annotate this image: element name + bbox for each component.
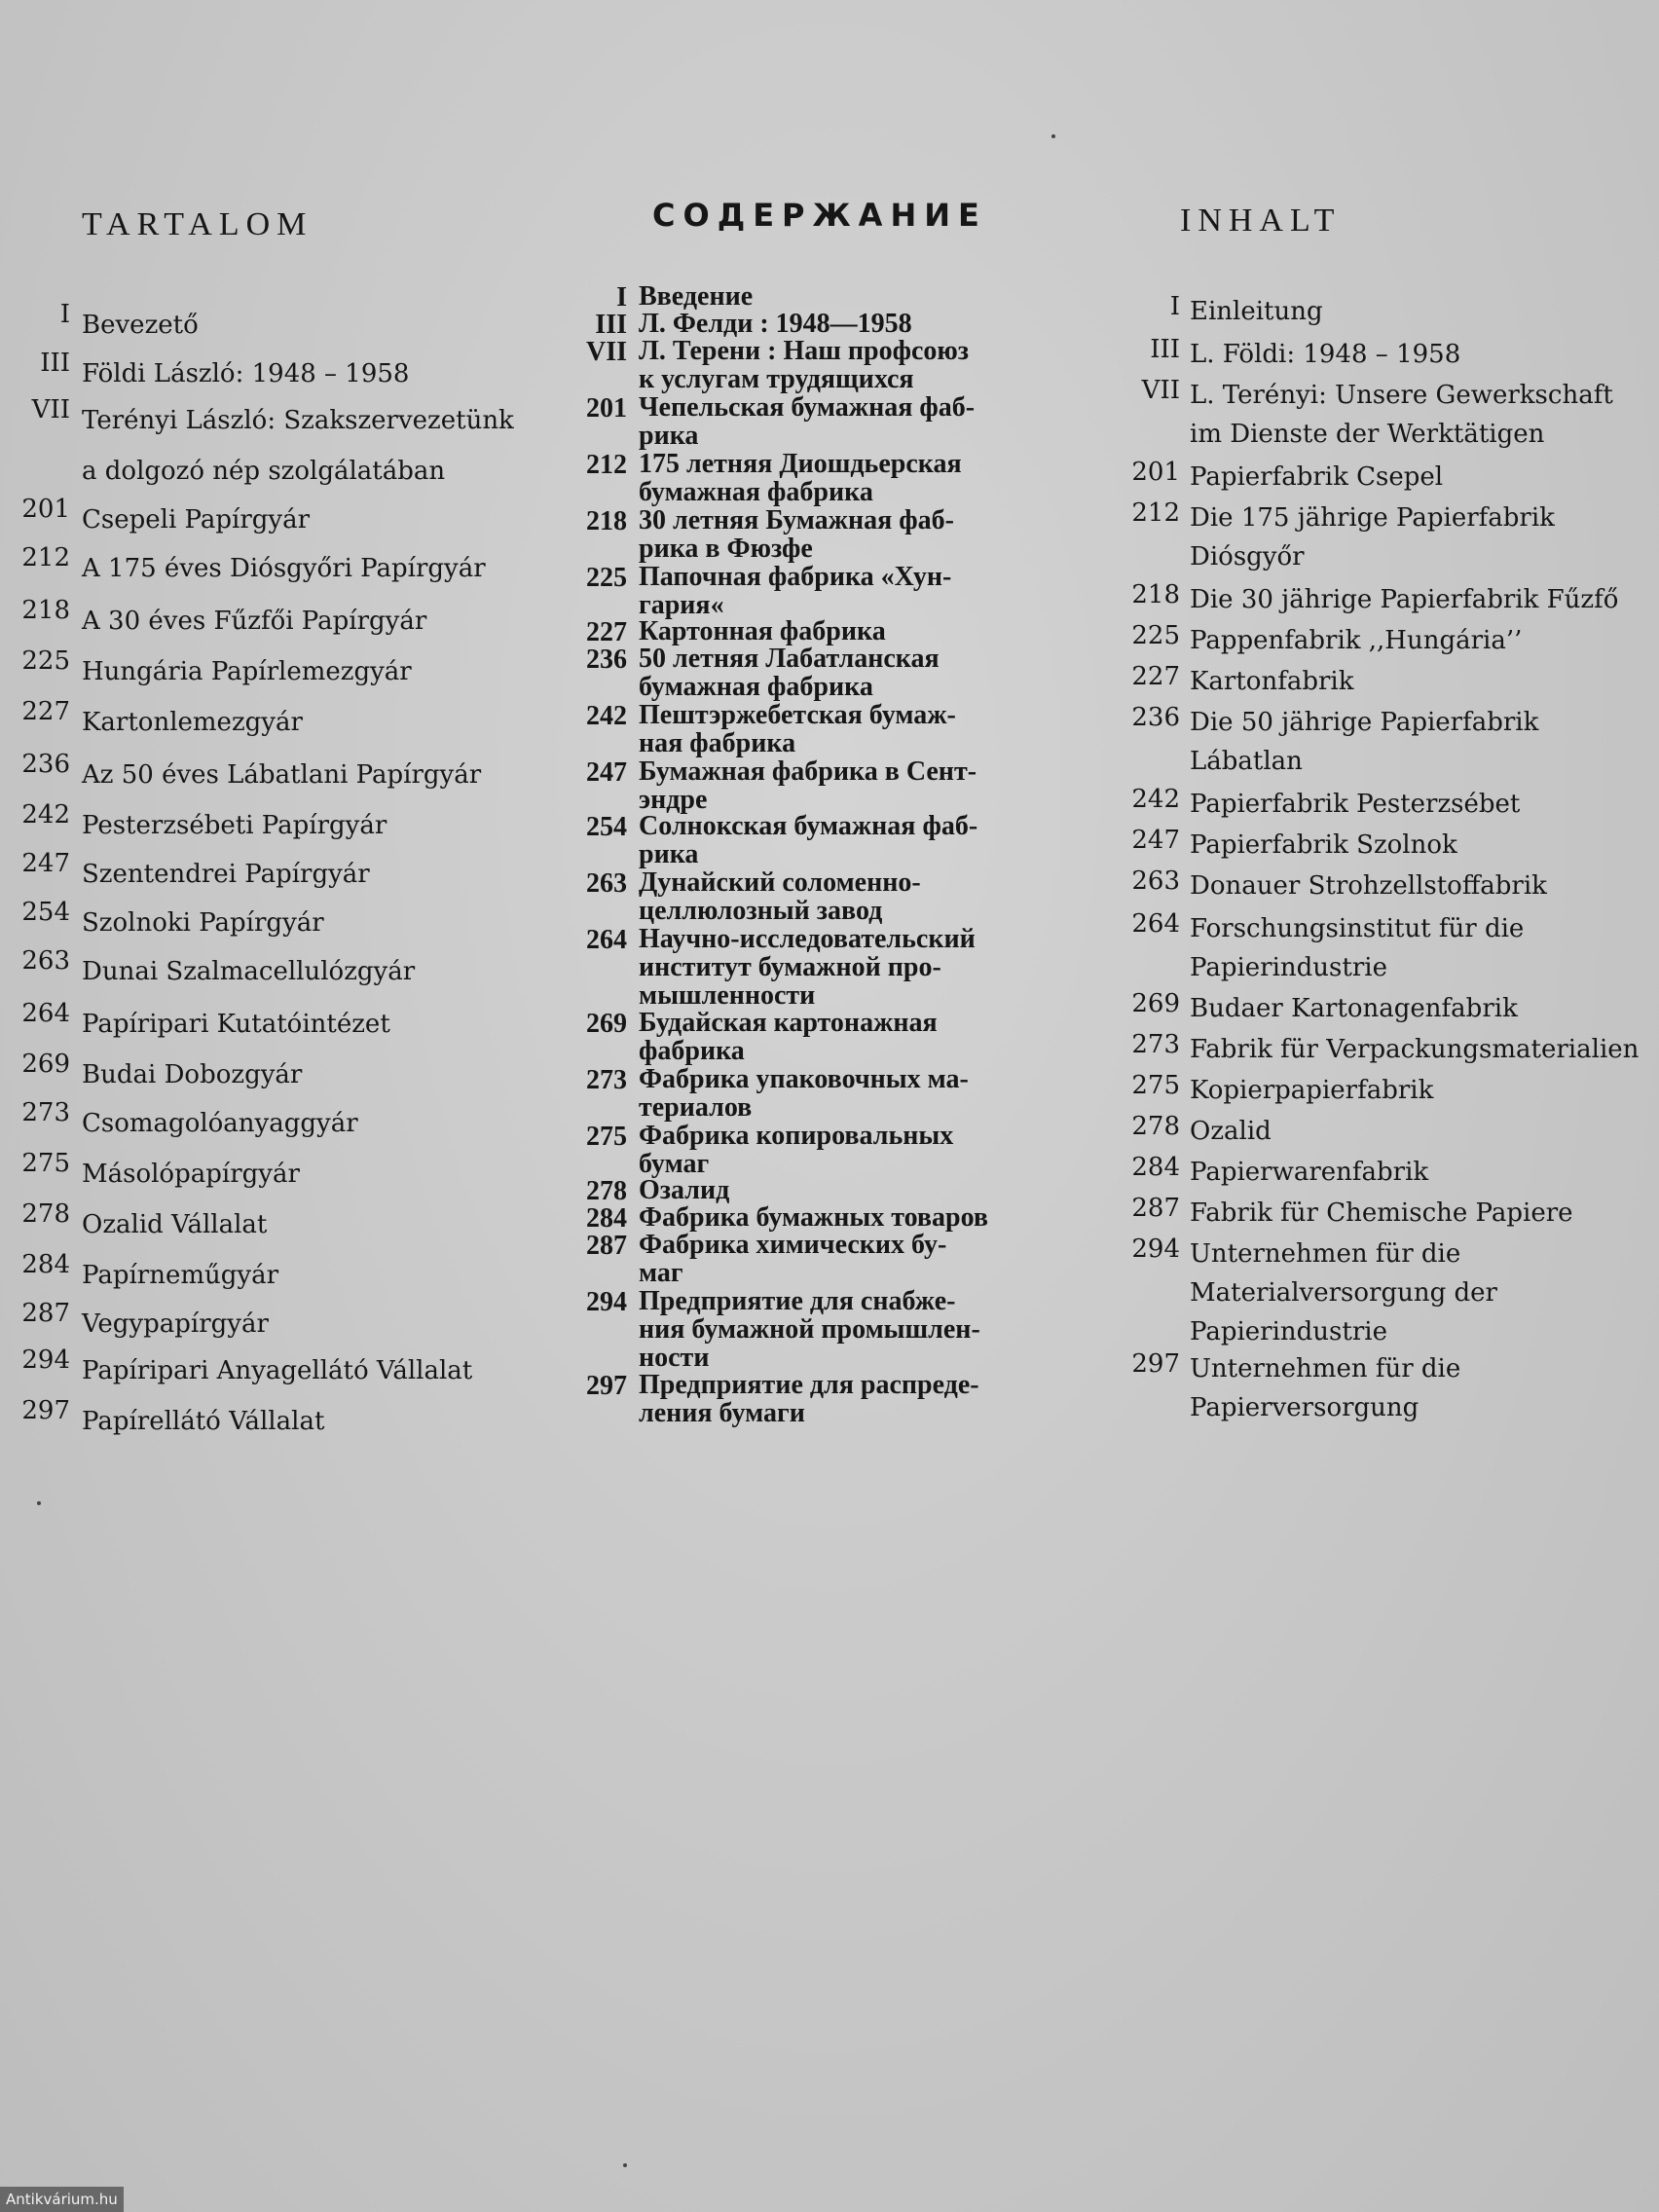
page-number: 263 (586, 868, 627, 899)
entry-title-line: маг (639, 1258, 683, 1288)
page-number: 254 (586, 812, 627, 842)
entry-title-line: Budai Dobozgyár (82, 1060, 303, 1089)
entry-title-line: Papierindustrie (1190, 1317, 1387, 1346)
page-number: 225 (586, 563, 627, 593)
entry-title (639, 393, 975, 450)
entry-title-line: Forschungsinstitut für die (1190, 914, 1525, 943)
entry-title-line: Unternehmen für die (1190, 1239, 1461, 1269)
entry-title-line: ления бумаги (639, 1398, 805, 1428)
page-number: 254 (21, 898, 70, 927)
entry-title (1190, 826, 1457, 865)
russian-contents-title: СОДЕРЖАНИЕ (652, 197, 987, 234)
entry-title-line: Dunai Szalmacellulózgyár (82, 957, 416, 986)
entry-title (82, 800, 387, 851)
page-number: I (59, 300, 70, 329)
entry-title (639, 1009, 938, 1065)
entry-title (639, 812, 977, 868)
entry-title-line: Научно-исследовательский (639, 924, 976, 954)
entry-title-line: Papierfabrik Csepel (1190, 462, 1444, 492)
entry-title (1190, 1112, 1272, 1151)
page-number: 225 (1131, 621, 1180, 650)
entry-title (82, 543, 486, 594)
entry-title-line: 30 летняя Бумажная фаб- (639, 505, 954, 535)
entry-title-line: Предприятие для снабже- (639, 1286, 956, 1316)
entry-title-line: Фабрика химических бу- (639, 1230, 947, 1260)
entry-title-line: Pappenfabrik ,,Hungária’’ (1190, 626, 1523, 655)
entry-title-line: Fabrik für Chemische Papiere (1190, 1198, 1573, 1228)
entry-title (82, 1098, 358, 1149)
page-number: 236 (1131, 703, 1180, 732)
entry-title-line: Terényi László: Szakszervezetünk (82, 406, 514, 435)
page-number: 297 (21, 1396, 70, 1425)
entry-title-line: 50 летняя Лабатланская (639, 644, 940, 674)
entry-title-line: Предприятие для распреде- (639, 1370, 979, 1400)
entry-title-line: Csepeli Papírgyár (82, 505, 311, 535)
entry-title (82, 596, 426, 646)
entry-title-line: Papírellátó Vállalat (82, 1407, 325, 1436)
entry-title-line: L. Terényi: Unsere Gewerkschaft (1190, 381, 1613, 410)
entry-title-line: Diósgyőr (1190, 542, 1305, 571)
entry-title-line: Hungária Papírlemezgyár (82, 657, 412, 686)
entry-title (82, 395, 514, 497)
entry-title (82, 1149, 300, 1199)
entry-title (639, 1065, 969, 1122)
entry-title-line: Бумажная фабрика в Сент- (639, 756, 977, 787)
page-number: 269 (586, 1009, 627, 1039)
entry-title-line: Szolnoki Papírgyár (82, 908, 324, 938)
page-number: 264 (586, 925, 627, 955)
entry-title-line: мышленности (639, 980, 816, 1011)
page-number: 273 (21, 1098, 70, 1127)
entry-title-line: институт бумажной про- (639, 952, 941, 982)
entry-title (1190, 498, 1555, 576)
entry-title-line: Bevezető (82, 311, 199, 340)
page-number: 218 (21, 596, 70, 625)
entry-title (82, 1299, 269, 1349)
entry-title-line: ности (639, 1343, 710, 1373)
entry-title (1190, 335, 1460, 374)
page-number: 201 (586, 393, 627, 424)
page-number: 269 (1131, 989, 1180, 1018)
entry-title-line: Papierfabrik Szolnok (1190, 830, 1457, 860)
page-number: 273 (586, 1065, 627, 1095)
page-number: 247 (21, 849, 70, 878)
page-number: 242 (1131, 785, 1180, 814)
page-number: 278 (1131, 1112, 1180, 1141)
page-number: VII (31, 395, 70, 424)
entry-title-line: гария« (639, 590, 724, 620)
german-contents-title: INHALT (1180, 203, 1342, 239)
entry-title-line: L. Földi: 1948 – 1958 (1190, 340, 1461, 369)
entry-title (639, 337, 969, 393)
entry-title-line: Л. Фелди : 1948—1958 (639, 309, 912, 339)
entry-title-line: териалов (639, 1092, 753, 1123)
entry-title-line: Papierversorgung (1190, 1393, 1419, 1422)
entry-title-line: Vegypapírgyár (82, 1309, 269, 1339)
entry-title (82, 750, 481, 800)
entry-title-line: Картонная фабрика (639, 616, 886, 646)
page-number: 225 (21, 646, 70, 676)
page-number: 201 (1131, 458, 1180, 487)
page-number: 284 (21, 1250, 70, 1279)
page-number: III (40, 349, 70, 378)
entry-title (1190, 909, 1524, 987)
entry-title-line: Földi László: 1948 – 1958 (82, 359, 410, 388)
print-speck (623, 2163, 627, 2167)
entry-title-line: Pesterzsébeti Papírgyár (82, 811, 387, 840)
page-number: III (1150, 335, 1180, 364)
page-number: 212 (21, 543, 70, 572)
entry-title (1190, 458, 1443, 497)
page-number: 297 (1131, 1349, 1180, 1379)
entry-title (82, 300, 199, 350)
entry-title (82, 946, 415, 997)
entry-title-line: Papierindustrie (1190, 953, 1387, 982)
entry-title (639, 1122, 953, 1178)
entry-title-line: Фабрика упаковочных ма- (639, 1064, 969, 1094)
entry-title (639, 925, 976, 1010)
entry-title-line: бумажная фабрика (639, 672, 873, 702)
page-number: I (616, 282, 627, 313)
entry-title (1190, 1071, 1433, 1110)
page-number: 287 (1131, 1194, 1180, 1223)
page-number: 275 (21, 1149, 70, 1178)
entry-title-line: бумажная фабрика (639, 477, 873, 507)
entry-title-line: Az 50 éves Lábatlani Papírgyár (82, 760, 482, 790)
entry-title-line: Kartonfabrik (1190, 667, 1354, 696)
entry-title-line: Szentendrei Papírgyár (82, 860, 370, 889)
page-number: VII (1141, 376, 1180, 405)
page-number: 275 (1131, 1071, 1180, 1100)
entry-title-line: Unternehmen für die (1190, 1354, 1461, 1383)
entry-title-line: Дунайский соломенно- (639, 867, 921, 898)
entry-title (639, 868, 921, 925)
entry-title (639, 1203, 988, 1232)
entry-title-line: Papierfabrik Pesterzsébet (1190, 790, 1521, 819)
entry-title-line: Чепельская бумажная фаб- (639, 392, 976, 423)
page-number: 278 (21, 1199, 70, 1229)
entry-title-line: рика (639, 839, 699, 869)
page-number: 242 (21, 800, 70, 830)
page-number: 269 (21, 1050, 70, 1079)
page-number: 263 (1131, 866, 1180, 896)
entry-title (1190, 292, 1323, 331)
page-number: 212 (586, 450, 627, 480)
entry-title (639, 563, 951, 619)
entry-title-line: Papierwarenfabrik (1190, 1158, 1429, 1187)
entry-title (82, 1346, 472, 1396)
entry-title (639, 506, 954, 563)
entry-title (82, 999, 390, 1050)
page-number: 284 (586, 1203, 627, 1234)
entry-title-line: бумаг (639, 1149, 710, 1179)
entry-title-line: Введение (639, 281, 754, 312)
page-number: 247 (586, 757, 627, 788)
entry-title-line: Фабрика бумажных товаров (639, 1202, 989, 1233)
page-number: 218 (586, 506, 627, 536)
entry-title (82, 495, 310, 545)
print-speck (37, 1501, 41, 1505)
entry-title-line: Пештэржебетская бумаж- (639, 700, 956, 730)
entry-title-line: Die 175 jährige Papierfabrik (1190, 503, 1555, 533)
entry-title-line: Papírneműgyár (82, 1261, 279, 1290)
entry-title (1190, 1235, 1497, 1351)
entry-title (639, 757, 977, 814)
page-number: 297 (586, 1371, 627, 1401)
page-number: 227 (21, 697, 70, 726)
entry-title-line: рика в Фюзфе (639, 534, 813, 564)
page-number: 236 (586, 645, 627, 675)
entry-title (639, 450, 962, 506)
entry-title-line: Ozalid (1190, 1117, 1272, 1146)
entry-title (1190, 989, 1518, 1028)
page-number: 227 (1131, 662, 1180, 691)
entry-title-line: Lábatlan (1190, 747, 1303, 776)
entry-title-line: A 30 éves Fűzfői Papírgyár (82, 607, 427, 636)
page-number: 263 (21, 946, 70, 976)
entry-title-line: к услугам трудящихся (639, 364, 914, 394)
page-number: 218 (1131, 580, 1180, 609)
entry-title (82, 898, 324, 948)
entry-title (1190, 703, 1538, 781)
entry-title (1190, 1349, 1460, 1427)
entry-title (82, 1050, 302, 1100)
page-number: 201 (21, 495, 70, 524)
entry-title-line: ная фабрика (639, 728, 796, 758)
page-number: VII (585, 337, 627, 367)
entry-title-line: Budaer Kartonagenfabrik (1190, 994, 1518, 1023)
entry-title-line: Солнокская бумажная фаб- (639, 811, 978, 841)
page-number: 294 (1131, 1235, 1180, 1264)
entry-title (639, 617, 886, 645)
entry-title-line: Die 30 jährige Papierfabrik Fűzfő (1190, 585, 1619, 614)
entry-title-line: Ozalid Vállalat (82, 1210, 268, 1239)
page-number: 242 (586, 701, 627, 731)
page-number: I (1169, 292, 1180, 321)
entry-title-line: ния бумажной промышлен- (639, 1314, 980, 1345)
print-speck (1051, 134, 1055, 138)
page-number: 275 (586, 1122, 627, 1152)
page-number: III (595, 310, 627, 340)
entry-title (1190, 376, 1613, 454)
entry-title-line: целлюлозный завод (639, 896, 883, 926)
entry-title-line: Fabrik für Verpackungsmaterialien (1190, 1035, 1640, 1064)
entry-title (82, 697, 303, 748)
entry-title-line: эндре (639, 785, 708, 815)
page-number: 273 (1131, 1030, 1180, 1059)
hungarian-contents-title: TARTALOM (82, 206, 313, 242)
entry-title (639, 1231, 946, 1287)
entry-title (639, 1176, 729, 1204)
entry-title-line: Будайская картонажная (639, 1008, 938, 1038)
entry-title (639, 1287, 980, 1372)
entry-title-line: a dolgozó nép szolgálatában (82, 457, 446, 486)
entry-title (1190, 621, 1522, 660)
entry-title-line: A 175 éves Diósgyőri Papírgyár (82, 554, 486, 583)
entry-title-line: Kartonlemezgyár (82, 708, 303, 737)
entry-title-line: Kopierpapierfabrik (1190, 1076, 1434, 1105)
entry-title-line: рика (639, 421, 699, 451)
entry-title (82, 646, 412, 697)
entry-title-line: Папочная фабрика «Хун- (639, 562, 952, 592)
entry-title-line: Papíripari Kutatóintézet (82, 1010, 390, 1039)
entry-title (1190, 1194, 1573, 1233)
page-number: 294 (21, 1346, 70, 1375)
entry-title-line: Csomagolóanyaggyár (82, 1109, 358, 1138)
entry-title (639, 701, 956, 757)
entry-title (82, 1396, 324, 1447)
entry-title-line: Einleitung (1190, 297, 1323, 326)
page-number: 284 (1131, 1153, 1180, 1182)
entry-title-line: Озалид (639, 1175, 730, 1205)
entry-title-line: Donauer Strohzellstoffabrik (1190, 871, 1547, 901)
entry-title (639, 310, 912, 338)
entry-title (639, 645, 940, 701)
entry-title (1190, 1030, 1639, 1069)
entry-title-line: 175 летняя Диошдьерская (639, 449, 962, 479)
entry-title (1190, 662, 1353, 701)
page-number: 294 (586, 1287, 627, 1317)
page-number: 236 (21, 750, 70, 779)
entry-title (1190, 580, 1618, 619)
entry-title (82, 1199, 267, 1250)
entry-title (82, 849, 370, 900)
page-number: 278 (586, 1176, 627, 1206)
entry-title (1190, 1153, 1428, 1192)
entry-title-line: Papíripari Anyagellátó Vállalat (82, 1356, 473, 1385)
page-number: 264 (21, 999, 70, 1028)
entry-title-line: Die 50 jährige Papierfabrik (1190, 708, 1539, 737)
page-number: 227 (586, 617, 627, 647)
page-number: 212 (1131, 498, 1180, 528)
entry-title (82, 1250, 278, 1301)
page-number: 287 (21, 1299, 70, 1328)
entry-title-line: фабрика (639, 1036, 745, 1066)
entry-title-line: Л. Терени : Наш профсоюз (639, 336, 970, 366)
entry-title (82, 349, 409, 399)
entry-title-line: im Dienste der Werktätigen (1190, 420, 1545, 449)
entry-title (639, 282, 753, 311)
entry-title-line: Materialversorgung der (1190, 1278, 1497, 1308)
entry-title-line: Másolópapírgyár (82, 1160, 300, 1189)
entry-title (1190, 866, 1547, 905)
page-number: 264 (1131, 909, 1180, 939)
entry-title (639, 1371, 979, 1427)
site-watermark: Antikvárium.hu (0, 2187, 124, 2212)
entry-title (1190, 785, 1520, 824)
page-number: 247 (1131, 826, 1180, 855)
entry-title-line: Фабрика копировальных (639, 1121, 954, 1151)
page-number: 287 (586, 1231, 627, 1261)
